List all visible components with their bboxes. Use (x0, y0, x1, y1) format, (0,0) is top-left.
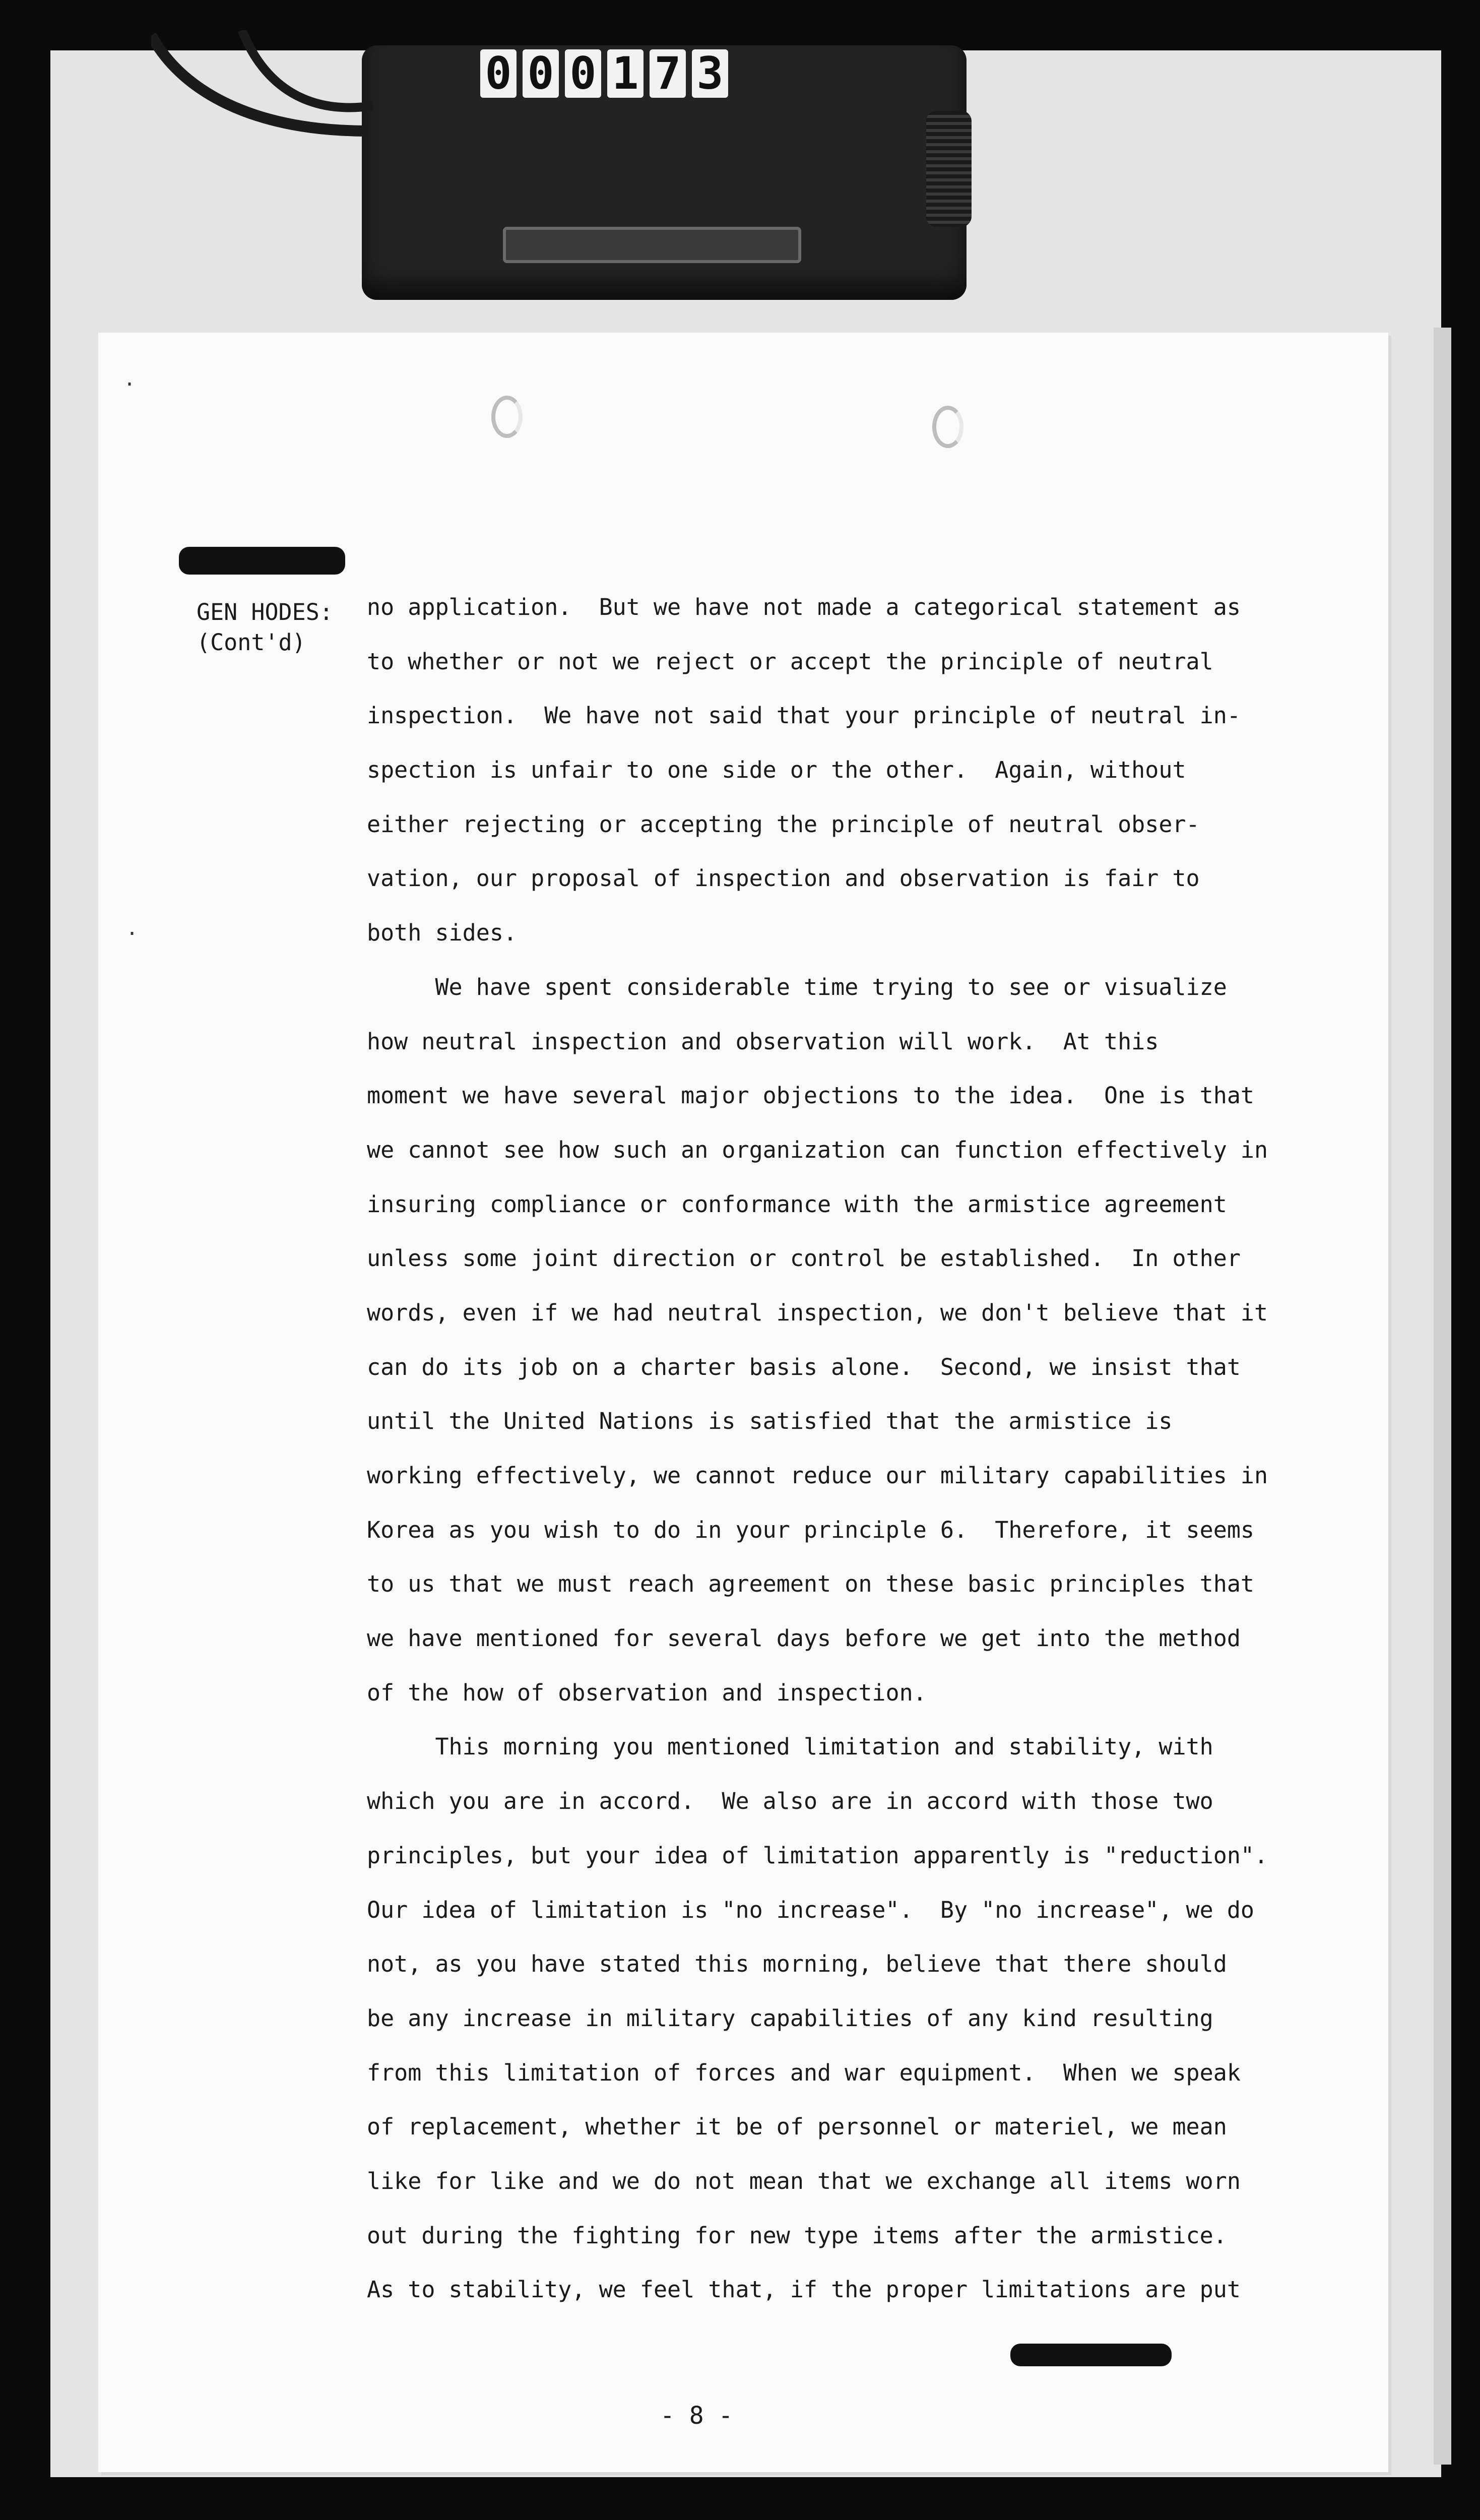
redaction-mark (179, 547, 345, 575)
counter-digit: 7 (650, 49, 686, 98)
transcript-line: like for like and we do not mean that we exchange all items worn (367, 2167, 1241, 2194)
scan-speck: · (126, 922, 139, 946)
transcript-line: Our idea of limitation is "no increase". By "no increase", we do (367, 1896, 1254, 1923)
transcript-line: principles, but your idea of limitation apparently is "reduction". (367, 1842, 1268, 1869)
transcript-line: out during the fighting for new type items after the armistice. (367, 2222, 1227, 2249)
redaction-mark (1010, 2344, 1172, 2366)
counter-digit: 0 (565, 49, 601, 98)
transcript-line: moment we have several major objections to the idea. One is that (367, 1082, 1254, 1109)
transcript-line: which you are in accord. We also are in accord with those two (367, 1788, 1213, 1815)
transcript-line: to whether or not we reject or accept the principle of neutral (367, 648, 1213, 675)
transcript-line: of replacement, whether it be of personnel or materiel, we mean (367, 2113, 1227, 2140)
transcript-line: Korea as you wish to do in your principle 6. Therefore, it seems (367, 1516, 1254, 1543)
transcript-line: As to stability, we feel that, if the proper limitations are put (367, 2276, 1241, 2303)
transcript-line: working effectively, we cannot reduce our military capabilities in (367, 1462, 1268, 1489)
document-page (98, 333, 1388, 2472)
transcript-line: no application. But we have not made a categorical statement as (367, 594, 1241, 620)
punch-hole-icon (932, 406, 963, 448)
counter-digit: 0 (523, 49, 559, 98)
page-number: - 8 - (660, 2402, 733, 2430)
speaker-label (197, 597, 368, 658)
transcript-line: to us that we must reach agreement on these basic principles that (367, 1570, 1254, 1598)
transcript-line: We have spent considerable time trying to see or visualize (367, 973, 1227, 1000)
transcript-line: until the United Nations is satisfied that the armistice is (367, 1408, 1173, 1435)
transcript-line: of the how of observation and inspection. (367, 1679, 927, 1706)
scan-speck: · (123, 373, 136, 396)
counter-nameplate (503, 227, 801, 263)
transcript-line: This morning you mentioned limitation and stability, with (367, 1733, 1213, 1760)
transcript-line: from this limitation of forces and war equipment. When we speak (367, 2059, 1241, 2086)
transcript-line: words, even if we had neutral inspection, we don't believe that it (367, 1299, 1268, 1326)
counter-digit: 1 (607, 49, 644, 98)
transcript-line: can do its job on a charter basis alone. Second, we insist that (367, 1353, 1241, 1380)
counter-cable-icon (151, 30, 383, 141)
transcript-line: both sides. (367, 919, 518, 947)
transcript-line: either rejecting or accepting the principle of neutral obser- (367, 810, 1200, 838)
paper-edge-shadow (1434, 328, 1451, 2465)
transcript-line: insuring compliance or conformance with the armistice agreement (367, 1190, 1227, 1218)
transcript-line: how neutral inspection and observation will work. At this (367, 1028, 1159, 1055)
speaker-continued-note: (Cont'd) (197, 629, 306, 656)
transcript-line: inspection. We have not said that your principle of neutral in- (367, 702, 1241, 729)
transcript-line: vation, our proposal of inspection and observation is fair to (367, 865, 1200, 892)
transcript-line: unless some joint direction or control be established. In other (367, 1245, 1241, 1272)
transcript-body (367, 592, 1334, 2329)
transcript-line: be any increase in military capabilities of any kind resulting (367, 2004, 1213, 2032)
transcript-line: we cannot see how such an organization can function effectively in (367, 1136, 1268, 1163)
punch-hole-icon (491, 396, 523, 438)
counter-digit: 0 (480, 49, 517, 98)
transcript-line: we have mentioned for several days before we get into the method (367, 1625, 1241, 1652)
counter-digit: 3 (692, 49, 728, 98)
frame-counter-digits (480, 49, 728, 98)
frame-counter (362, 45, 967, 300)
speaker-name: GEN HODES: (197, 599, 333, 625)
transcript-line: spection is unfair to one side or the other. Again, without (367, 757, 1186, 784)
counter-knob-icon (926, 111, 972, 227)
transcript-line: not, as you have stated this morning, believe that there should (367, 1950, 1227, 1978)
